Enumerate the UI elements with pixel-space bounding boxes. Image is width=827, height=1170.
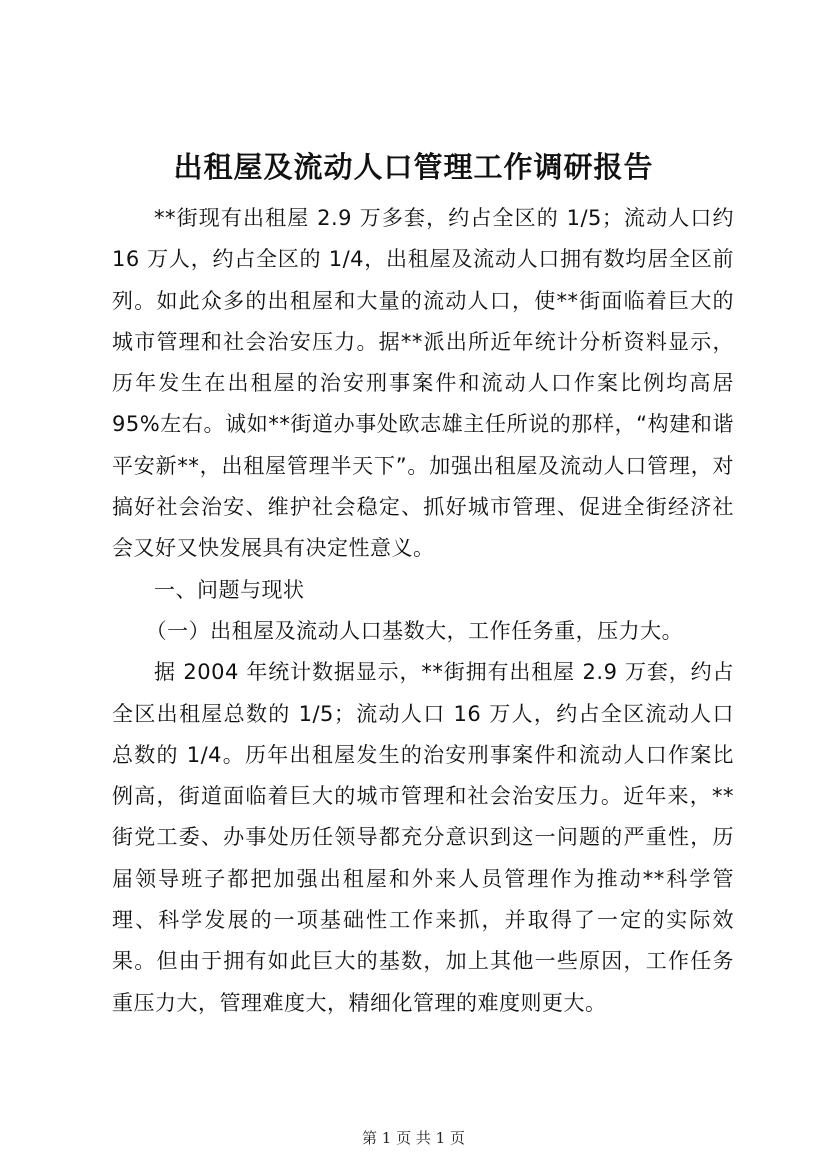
- section-heading-problems: 一、问题与现状: [154, 577, 305, 602]
- document-title: 出租屋及流动人口管理工作调研报告: [173, 150, 654, 184]
- body-paragraph-data: 据 2004 年统计数据显示，**街拥有出租屋 2.9 万套，约占全区出租屋总数的 1/5；流动人口 16 万人，约占全区流动人口总数的 1/4。历年出租屋发生的治安刑事案件和流动人口作案比例高，街道面临着巨大的城市管理和社会治安压力。近年来，**街党工委、办事处历任领导都充分意识到这一问题的严重性，历届领导班子都把加强出租屋和外来人员管理作为推动**科学管理、科学发展的一项基础性工作来抓，并取得了一定的实际效果。但由于拥有如此巨大的基数，加上其他一些原因，工作任务重压力大，管理难度大，精细化管理的难度则更大。: [112, 660, 734, 1015]
- page-footer: 第 1 页 共 1 页: [362, 1129, 465, 1147]
- subsection-heading-1: （一）出租屋及流动人口基数大，工作任务重，压力大。: [145, 618, 684, 643]
- document-body: [112, 198, 734, 1024]
- intro-paragraph: **街现有出租屋 2.9 万多套，约占全区的 1/5；流动人口约 16 万人，约占全区的 1/4，出租屋及流动人口拥有数均居全区前列。如此众多的出租屋和大量的流动人口，使**街面临着巨大的城市管理和社会治安压力。据**派出所近年统计分析资料显示，历年发生在出租屋的治安刑事案件和流动人口作案比例均高居 95%左右。诚如**街道办事处欧志雄主任所说的那样，“构建和谐平安新**，出租屋管理半天下”。加强出租屋及流动人口管理，对搞好社会治安、维护社会稳定、抓好城市管理、促进全街经济社会又好又快发展具有决定性意义。: [112, 206, 734, 561]
